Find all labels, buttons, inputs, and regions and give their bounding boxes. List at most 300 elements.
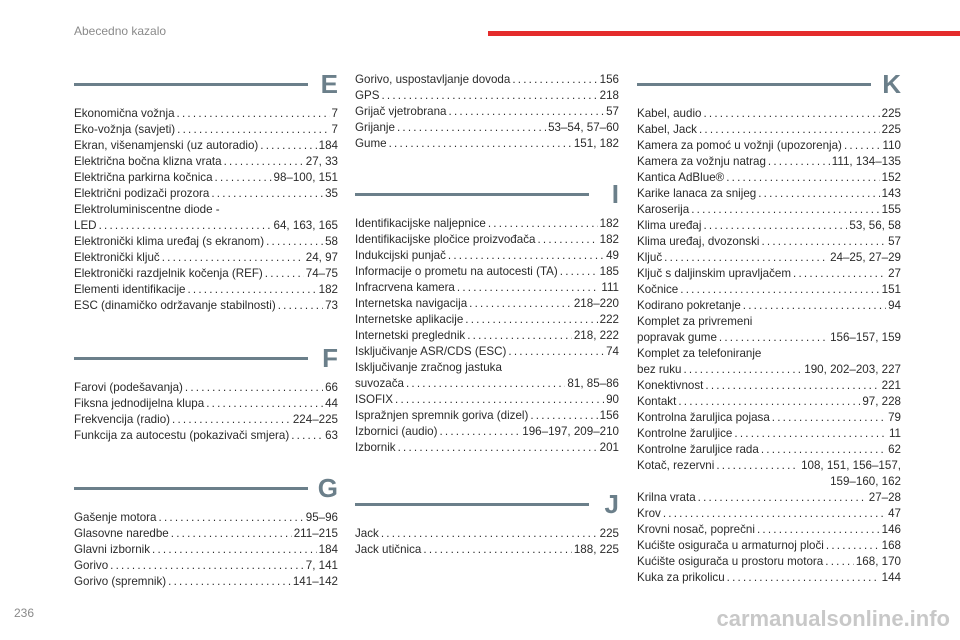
dot-leader: [159, 510, 304, 526]
index-entry-term: Kontrolne žaruljice: [637, 427, 733, 440]
index-entry-pages: 27–28: [868, 491, 901, 504]
index-entry-term: suvozača: [355, 377, 404, 390]
index-entry: [355, 408, 619, 424]
index-entry-pages: 225: [881, 107, 901, 120]
dot-leader: [398, 440, 598, 456]
dot-leader: [743, 298, 886, 314]
index-entry-pages: 57: [888, 235, 901, 248]
dot-leader: [152, 542, 317, 558]
index-entry: [355, 280, 619, 296]
index-entry-term: Internetska navigacija: [355, 297, 468, 310]
index-entry-heading: Elektroluminiscentne diode -: [74, 203, 220, 216]
index-entry-term: Kantica AdBlue®: [637, 171, 725, 184]
index-entry: [74, 154, 338, 170]
index-entry-pages: 152: [881, 171, 901, 184]
index-entry-term: Eko-vožnja (savjeti): [74, 123, 176, 136]
section-letter: F: [322, 343, 338, 373]
dot-leader: [162, 250, 304, 266]
dot-leader: [488, 216, 598, 232]
dot-leader: [187, 282, 316, 298]
index-entry-term: Elektronički ključ: [74, 251, 160, 264]
index-entry-term: Kontrolne žaruljice rada: [637, 443, 759, 456]
index-entry-term: Karoserija: [637, 203, 690, 216]
index-entry-term: Glavni izbornik: [74, 543, 151, 556]
dot-leader: [560, 264, 598, 280]
dot-leader: [206, 396, 323, 412]
index-entry-term: Ekran, višenamjenski (uz autoradio): [74, 139, 259, 152]
index-entry: [355, 296, 619, 312]
section-e-entries: [74, 106, 338, 314]
dot-leader: [467, 328, 572, 344]
index-entry: [637, 490, 901, 506]
index-entry: [74, 250, 338, 266]
index-entry: [74, 138, 338, 154]
index-entry: [74, 218, 338, 234]
index-entry-term: Ključ s daljinskim upravljačem: [637, 267, 791, 280]
index-entry-term: Električna bočna klizna vrata: [74, 155, 222, 168]
dot-leader: [381, 88, 597, 104]
dot-leader: [844, 138, 881, 154]
index-entry-pages: 7: [331, 107, 338, 120]
index-entry-pages: 188, 225: [573, 543, 619, 556]
index-entry-pages: 224–225: [292, 413, 338, 426]
index-entry: [74, 266, 338, 282]
index-entry-term: Grijanje: [355, 121, 395, 134]
index-entry-pages: 151: [881, 283, 901, 296]
index-entry-term: Kamera za pomoć u vožnji (upozorenja): [637, 139, 842, 152]
dot-leader: [211, 186, 323, 202]
index-entry-pages: 58: [325, 235, 338, 248]
section-header-g: [74, 473, 338, 504]
index-entry-term: Gorivo, uspostavljanje dovoda: [355, 73, 511, 86]
index-entry-term: Kabel, audio: [637, 107, 702, 120]
index-entry-term: Internetske aplikacije: [355, 313, 464, 326]
section-letter: G: [317, 473, 338, 503]
index-entry: [637, 442, 901, 458]
dot-leader: [512, 72, 597, 88]
index-entry: [74, 170, 338, 186]
index-entry-pages: 168: [881, 539, 901, 552]
index-entry: [355, 120, 619, 136]
index-entry: [637, 410, 901, 426]
index-entry-term: Klima uređaj: [637, 219, 702, 232]
index-entry-pages: 182: [599, 233, 619, 246]
index-entry-pages: 47: [888, 507, 901, 520]
dot-leader: [537, 232, 597, 248]
index-entry: [355, 104, 619, 120]
index-entry-pages: 143: [881, 187, 901, 200]
index-entry-pages: 95–96: [305, 511, 338, 524]
index-entry-pages: 144: [881, 571, 901, 584]
index-entry-pages: 211–215: [293, 527, 338, 540]
index-entry-term: Ispražnjen spremnik goriva (dizel): [355, 409, 529, 422]
index-entry-pages: 110: [882, 139, 901, 152]
index-entry-term: Grijač vjetrobrana: [355, 105, 447, 118]
index-entry-pages: 66: [325, 381, 338, 394]
index-entry-term: Isključivanje ASR/CDS (ESC): [355, 345, 507, 358]
index-entry-pages: 111: [601, 281, 619, 294]
index-entry: [74, 526, 338, 542]
index-entry: [355, 344, 619, 360]
index-entry-term: Klima uređaj, dvozonski: [637, 235, 760, 248]
dot-leader: [683, 362, 802, 378]
index-entry-pages: 24, 97: [305, 251, 338, 264]
index-entry-term: Kočnice: [637, 283, 679, 296]
section-rule: [355, 193, 589, 196]
dot-leader: [793, 266, 886, 282]
index-entry-pages: 146: [881, 523, 901, 536]
index-entry-pages: 62: [888, 443, 901, 456]
index-entry-term: Ključ: [637, 251, 663, 264]
index-entry-term: Gorivo (spremnik): [74, 575, 167, 588]
index-entry-term: Internetski preglednik: [355, 329, 466, 342]
index-entry-term: Infracrvena kamera: [355, 281, 455, 294]
index-entry-pages: 74: [606, 345, 619, 358]
index-entry-term: Kotač, rezervni: [637, 459, 715, 472]
index-entry: [637, 250, 901, 266]
section-letter: I: [611, 179, 619, 209]
index-entry-pages: 90: [606, 393, 619, 406]
index-entry-term: Konektivnost: [637, 379, 704, 392]
index-entry-pages: 53–54, 57–60: [548, 121, 619, 134]
dot-leader: [171, 526, 292, 542]
dot-leader: [99, 218, 272, 234]
index-entry: [637, 506, 901, 522]
index-entry-term: Krov: [637, 507, 661, 520]
index-entry-pages: 168, 170: [855, 555, 901, 568]
section-rule: [355, 503, 589, 506]
dot-leader: [691, 202, 879, 218]
index-entry-term: Gume: [355, 137, 387, 150]
index-column-2-i: [355, 179, 619, 456]
index-entry: [355, 328, 619, 344]
index-entry-term: bez ruku: [637, 363, 682, 376]
index-entry: [637, 186, 901, 202]
dot-leader: [734, 426, 887, 442]
index-column-1-f: [74, 343, 338, 444]
index-entry-term: Informacije o prometu na autocesti (TA): [355, 265, 558, 278]
index-entry: [637, 234, 901, 250]
index-entry: [355, 526, 619, 542]
index-entry-term: LED: [74, 219, 97, 232]
index-entry: [355, 392, 619, 408]
index-entry-pages: 218–220: [573, 297, 619, 310]
dot-leader: [406, 376, 565, 392]
page-number: 236: [14, 606, 35, 620]
index-entry-pages: 63: [325, 429, 338, 442]
header-title: Abecedno kazalo: [74, 24, 167, 38]
dot-leader: [826, 538, 880, 554]
dot-leader: [185, 380, 323, 396]
index-entry: [637, 138, 901, 154]
index-entry-term: Kabel, Jack: [637, 123, 697, 136]
dot-leader: [703, 218, 847, 234]
index-entry-pages: 185: [599, 265, 619, 278]
index-column-3: [637, 69, 901, 586]
section-g-entries: [74, 510, 338, 590]
index-entry: [637, 170, 901, 186]
index-entry-term: Izbornik: [355, 441, 396, 454]
index-entry-pages: 97, 228: [862, 395, 901, 408]
index-entry-pages: 11: [888, 427, 901, 440]
index-entry: [637, 122, 901, 138]
index-entry-term: Kodirano pokretanje: [637, 299, 741, 312]
index-entry-pages: 73: [325, 299, 338, 312]
index-entry-pages: 225: [881, 123, 901, 136]
index-entry-pages: 7, 141: [305, 559, 338, 572]
index-entry: [637, 522, 901, 538]
dot-leader: [825, 554, 854, 570]
section-f-entries: [74, 380, 338, 444]
index-column-2: [355, 72, 619, 152]
index-entry-pages: 218, 222: [573, 329, 619, 342]
dot-leader: [265, 266, 304, 282]
dot-leader: [705, 378, 879, 394]
index-entry-heading: Isključivanje zračnog jastuka: [355, 361, 502, 374]
index-entry: [74, 428, 338, 444]
dot-leader: [168, 574, 291, 590]
dot-leader: [381, 526, 598, 542]
dot-leader: [177, 106, 330, 122]
index-entry-heading: Komplet za privremeni: [637, 315, 753, 328]
index-entry-term: Jack utičnica: [355, 543, 422, 556]
dot-leader: [772, 410, 886, 426]
index-entry-term: popravak gume: [637, 331, 717, 344]
section-rule: [74, 83, 308, 86]
index-entry-pages: 182: [318, 283, 338, 296]
index-entry-term: Kućište osigurača u armaturnoj ploči: [637, 539, 824, 552]
index-column-1: [74, 69, 338, 314]
section-rule: [637, 83, 871, 86]
index-entry-pages: 53, 56, 58: [849, 219, 901, 232]
index-entry-term: Kontakt: [637, 395, 677, 408]
index-entry: [355, 232, 619, 248]
dot-leader: [761, 234, 886, 250]
index-entry: [74, 542, 338, 558]
index-entry: [637, 266, 901, 282]
index-entry: [74, 298, 338, 314]
index-entry: [355, 376, 619, 392]
index-entry-pages: 57: [606, 105, 619, 118]
section-letter: J: [604, 489, 619, 519]
dot-leader: [726, 170, 879, 186]
index-entry-term: Krilna vrata: [637, 491, 696, 504]
index-entry: [355, 136, 619, 152]
index-entry: [637, 218, 901, 234]
index-entry-pages: 27, 33: [305, 155, 338, 168]
section-rule: [74, 487, 308, 490]
index-entry-term: Krovni nosač, poprečni: [637, 523, 755, 536]
index-entry-pages: 35: [325, 187, 338, 200]
index-entry-term: Kuka za prikolicu: [637, 571, 725, 584]
index-entry-pages: 141–142: [292, 575, 338, 588]
dot-leader: [703, 106, 879, 122]
dot-leader: [278, 298, 323, 314]
index-entry-pages: 155: [881, 203, 901, 216]
index-entry: [637, 394, 901, 410]
index-entry-pages: 49: [606, 249, 619, 262]
index-entry-term: Indukcijski punjač: [355, 249, 446, 262]
index-entry-term: Identifikacijske pločice proizvođača: [355, 233, 536, 246]
index-entry-pages: 201: [599, 441, 619, 454]
index-entry: [74, 510, 338, 526]
index-entry: [74, 396, 338, 412]
section-header-e: [74, 69, 338, 100]
index-entry: [74, 412, 338, 428]
index-entry: [74, 558, 338, 574]
index-entry-pages: 225: [599, 527, 619, 540]
dot-leader: [291, 428, 323, 444]
dot-leader: [716, 458, 799, 474]
index-entry: [355, 264, 619, 280]
dot-leader: [719, 330, 828, 346]
index-entry: [637, 570, 901, 586]
index-entry-pages: 156–157, 159: [830, 331, 901, 344]
index-entry-heading: Komplet za telefoniranje: [637, 347, 762, 360]
dot-leader: [508, 344, 604, 360]
header-accent-bar: [488, 31, 960, 36]
dot-leader: [224, 154, 304, 170]
dot-leader: [768, 154, 830, 170]
section-g-continued-entries: [355, 72, 619, 152]
dot-leader: [727, 570, 880, 586]
index-entry: [355, 72, 619, 88]
index-entry: [637, 362, 901, 378]
index-entry: [637, 554, 901, 570]
section-header-j: [355, 489, 619, 520]
index-column-1-g: [74, 473, 338, 590]
index-entry: [637, 426, 901, 442]
index-entry: [637, 106, 901, 122]
index-entry-pages: 81, 85–86: [567, 377, 619, 390]
index-entry: [74, 234, 338, 250]
dot-leader: [439, 424, 520, 440]
section-header-f: [74, 343, 338, 374]
dot-leader: [761, 442, 886, 458]
index-entry: [74, 186, 338, 202]
dot-leader: [215, 170, 272, 186]
dot-leader: [457, 280, 599, 296]
section-header-i: [355, 179, 619, 210]
index-entry: [637, 202, 901, 218]
index-entry-pages: 184: [318, 543, 338, 556]
dot-leader: [397, 120, 546, 136]
index-entry-pages: 218: [599, 89, 619, 102]
dot-leader: [758, 186, 879, 202]
index-entry-term: Farovi (podešavanja): [74, 381, 183, 394]
index-entry: [355, 440, 619, 456]
dot-leader: [266, 234, 323, 250]
index-entry-term: Glasovne naredbe: [74, 527, 169, 540]
index-entry: [637, 282, 901, 298]
index-entry-pages: 24–25, 27–29: [830, 251, 901, 264]
section-k-entries: [637, 106, 901, 586]
index-entry: [355, 88, 619, 104]
index-entry-pages: 7: [331, 123, 338, 136]
index-entry: [637, 330, 901, 346]
section-rule: [74, 357, 308, 360]
dot-leader: [395, 392, 604, 408]
index-entry-pages: 108, 151, 156–157,: [801, 459, 901, 472]
index-entry-pages: 74–75: [305, 267, 338, 280]
index-entry: [355, 312, 619, 328]
index-entry-term: Elektronički klima uređaj (s ekranom): [74, 235, 265, 248]
dot-leader: [699, 122, 880, 138]
index-entry-pages: 98–100, 151: [273, 171, 338, 184]
index-entry-pages: 156: [599, 73, 619, 86]
index-entry-pages: 64, 163, 165: [273, 219, 338, 232]
dot-leader: [448, 248, 604, 264]
index-entry: [355, 248, 619, 264]
dot-leader: [680, 282, 879, 298]
dot-leader: [698, 490, 867, 506]
index-entry: [74, 282, 338, 298]
index-entry: [74, 380, 338, 396]
dot-leader: [449, 104, 605, 120]
index-entry-term: Fiksna jednodijelna klupa: [74, 397, 205, 410]
index-entry-term: Jack: [355, 527, 379, 540]
dot-leader: [465, 312, 597, 328]
dot-leader: [423, 542, 571, 558]
index-entry-pages: 27: [888, 267, 901, 280]
section-letter: E: [320, 69, 338, 99]
index-entry-term: Gorivo: [74, 559, 109, 572]
index-entry-term: Kontrolna žaruljica pojasa: [637, 411, 770, 424]
index-entry-term: Karike lanaca za snijeg: [637, 187, 757, 200]
index-entry-pages: 156: [599, 409, 619, 422]
index-entry-term: Ekonomična vožnja: [74, 107, 175, 120]
dot-leader: [172, 412, 291, 428]
section-letter: K: [882, 69, 901, 99]
index-entry-pages: 44: [325, 397, 338, 410]
index-entry: [74, 106, 338, 122]
section-header-k: [637, 69, 901, 100]
index-entry-pages: 79: [888, 411, 901, 424]
index-entry-pages: 94: [888, 299, 901, 312]
index-entry-term: Gašenje motora: [74, 511, 157, 524]
index-entry: [74, 122, 338, 138]
dot-leader: [260, 138, 316, 154]
index-entry: [74, 574, 338, 590]
index-entry-term: Funkcija za autocestu (pokazivači smjera): [74, 429, 290, 442]
dot-leader: [663, 506, 886, 522]
index-entry-term: Kućište osigurača u prostoru motora: [637, 555, 824, 568]
section-j-entries: [355, 526, 619, 558]
dot-leader: [177, 122, 329, 138]
index-column-2-j: [355, 489, 619, 558]
index-entry: [355, 216, 619, 232]
index-entry-pages: 182: [599, 217, 619, 230]
dot-leader: [469, 296, 572, 312]
dot-leader: [757, 522, 880, 538]
index-entry: [637, 538, 901, 554]
index-entry-term: ISOFIX: [355, 393, 394, 406]
dot-leader: [664, 250, 828, 266]
dot-leader: [678, 394, 860, 410]
index-entry-term: Izbornici (audio): [355, 425, 438, 438]
index-entry-term: Električna parkirna kočnica: [74, 171, 213, 184]
index-entry-pages: 151, 182: [573, 137, 619, 150]
dot-leader: [530, 408, 597, 424]
index-entry-pages: 222: [599, 313, 619, 326]
index-entry-pages: 184: [318, 139, 338, 152]
index-entry: [637, 458, 901, 474]
index-entry-pages: 190, 202–203, 227: [804, 363, 901, 376]
index-entry-term: Električni podizači prozora: [74, 187, 210, 200]
index-entry-term: ESC (dinamičko održavanje stabilnosti): [74, 299, 276, 312]
watermark: carmanualsonline.info: [716, 606, 950, 631]
index-entry-term: Elektronički razdjelnik kočenja (REF): [74, 267, 263, 280]
